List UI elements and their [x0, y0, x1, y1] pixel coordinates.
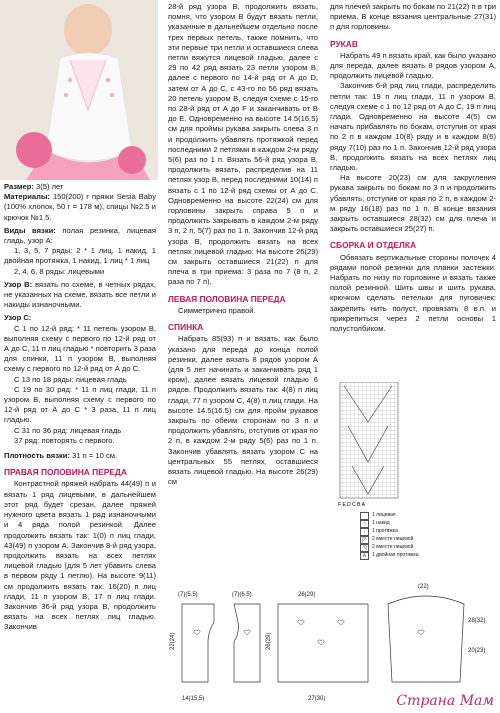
legend-sym [360, 512, 369, 520]
pattern-a-row1: 1, 3, 5, 7 ряды: 2 * 1 лиц, 1 накид, 1 двойная протяжка, 1 накид, 1 лиц * 1 лиц [4, 246, 156, 266]
column-1 [4, 182, 156, 633]
uzor-c-step3: С 19 по 30 ряд: * 11 п лиц глади, 11 п узором В, выполняя схему с первого по 12-й ряд от А до С * 3 раза, 11 п лиц гладью. [4, 384, 156, 425]
kinds-value: полая резинка, лицевая гладь, узор А: [4, 225, 156, 246]
uzor-c-label: Узор С: [4, 313, 32, 323]
uzor-b-label: Узор B: [4, 279, 33, 289]
legend-item [360, 520, 418, 528]
pattern-grid [338, 382, 408, 508]
uzor-c-step2: С 13 по 18 ряды: лицевая гладь [14, 374, 127, 384]
assembly-heading: СБОРКА И ОТДЕЛКА [330, 240, 417, 251]
back-bottom-dim: 27(30) [308, 696, 326, 702]
legend-text: 1 двойная протяжка [372, 552, 419, 559]
legend-text: 2 вместе лицевой [372, 544, 414, 551]
col2-continuation: 28-й ряд узора В, продолжить вязать, помня, что узором В будут вязать петли, указанные в дальнейшем отдельно после трех первых петель, также помнить, что эти первые три петли и оставшиеся слева петли вяжутся лицевой гладью, далее с 29 по 42 ряд вязать 23 петли узором В, далее с первого по 14-й ряд от А до D, затем от А до С, с 43-го по 56 ряд вязать 20 петель узором В, следуя схеме с 15-го по 28-й ряд от А до F и заканчивать от B до E. Одновременно на высоте 14.5(16.5) см для проймы рукава закрыть слева 3 п и продолжить убавлять протяжкой перед последними 2 петлями в каждом 2-м ряду 5(6) раз по 1 п. Вязать 56-й ряд узора В, продолжить вязать, распределив на 11 петлях узор В, перед последними 10(14) п вязать с 1 по 12-й ряд схемы от А до С. Одновременно на высоте 22(24) см для горловины закрыть справа 5 п и продолжить закрывать в каждом 2-м ряду 3 п, 2 п, 5(7) раз по 1 п. Закончив 12-й ряд узора В, продолжить вязать на всех петлях лицевой гладью. На высоте 26(29) см закрыть оставшиеся 21(22) п для плеча в три приема: 3 раза по 7 (8 п, 2 раза по 7 п). [168, 2, 318, 287]
back-height-dim: 26(29) [298, 592, 316, 598]
legend [360, 512, 418, 560]
materials-label: Материалы: [4, 192, 50, 202]
sleeve-text-1: Набрать 49 п вязать край, как было указано для переда, далее вязать 8 рядов узором А, продолжить лицевой гладью. [330, 50, 496, 81]
left-front-heading: ЛЕВАЯ ПОЛОВИНА ПЕРЕДА [168, 293, 286, 304]
legend-text: 1 накид [372, 520, 390, 527]
legend-item [360, 528, 418, 536]
legend-item [360, 544, 418, 552]
sleeve-piece-outline [388, 596, 464, 682]
front-height-dim: 26(29) [266, 632, 272, 650]
left-front-text: Симметрично правой. [178, 305, 256, 315]
legend-item [360, 536, 418, 544]
watermark: Страна Мам [396, 693, 494, 709]
uzor-c-step4: С 31 по 36 ряд: лицевая гладь [14, 425, 122, 435]
front-piece-outline [182, 604, 214, 682]
uzor-c-step5: 37 ряд: повторять с первого. [14, 435, 115, 445]
density-label: Плотность вязки: [4, 451, 70, 461]
right-front-text: Контрастной пряжей набрать 44(49) п и вязать 1 ряд лицевыми, в дальнейшем этот ряд будет срезан, далее пряжей нужного цвета вязать 1 ряд изнаночными и 4 ряда полой резинкой. Далее продолжить вязать так: 1(0) п лиц глади, 43(49) п узором А. Закончив 8-й ряд узора, продолжить вязать на всех петлях лицевой гладью (для 5 лет убавить слева в первом ряду 1 петлю). На высоте 9(11) см продолжить вязать так: 16(20) п лиц глади, 11 п узором В, 17 п лиц глади. Закончив 36-й ряд узора В, продолжить вязать на всех петлях лиц гладью. Закончив [4, 479, 156, 632]
legend-sym: ○ [360, 520, 369, 528]
col3-continuation: для плечей закрыть по бокам по 21(22) п в три приема. В конце вязания центральные 27(31) п для горловины. [330, 2, 496, 32]
back-top-dim: (7)(6.5) [232, 592, 252, 598]
front-bottom-dim: 14(15,5) [182, 696, 205, 702]
back-heading: СПИНКА [168, 322, 204, 333]
materials-value: 150(200) г пряжи Sesia Baby (100% хлопок, 50 г = 178 м), спицы №2.5 и крючок №1.5. [4, 192, 156, 222]
chart-col-marks: F E D C B A [338, 502, 365, 508]
column-3 [330, 2, 496, 334]
legend-text: 2 вместе лицевой [372, 536, 414, 543]
sleeve-text-3: На высоте 20(23) см для закругления рукава закрыть по бокам по 3 п и продолжить убавлять, отступив от края по 2 п, в каждом 2-м ряду 16(18) раз по 1 п. В конце вязания закрыть оставшиеся 28(32) см для плеча и закрыть оставшиеся 25(27) п. [330, 173, 496, 234]
assembly-text: Обвязать вертикальные стороны полочек 4 рядами полой резинки для планки застежки. Набрать по низу по горловине и вязать также полой резинкой. Шить швы и шить рукава, крючком сделать петельки для пуговичек: закрепить нить полуст, провязать 8 в.п. и прикрепиться через 2 петли основы 1 полустолбиком. [330, 252, 496, 334]
pattern-a-row2: 2, 4, 6, 8 ряды: лицевыми [14, 266, 105, 276]
legend-sym: ◹ [360, 544, 369, 552]
sleeve-text-2: Закончив 6-й ряд лиц глади, распределить петли так: 19 п лиц глади, 11 п узором В, следуя схеме с 1 по 12 ряд от А до С, 19 п лиц глади. Одновременно на высоте 4(5) см начать прибавлять по бокам, отступив от края по 2 п в каждом 10(8) ряду и в каждом 8(6) ряду 7(10) раз по 1 п. Закончив 12-й ряд узора В, продолжить вязать на всех петлях лиц гладью. [330, 81, 496, 173]
uzor-c-step1: С 1 по 12-й ряд: * 11 петель узором В, выполняя схему с первого по 12-й ряд от А до С, 11 п лиц гладью * повторить 3 раза для спинки, 11 п узором В, выполняя схему с первого по 12-й ряд от А до С. [4, 323, 156, 374]
legend-sym: ᐱ [360, 552, 369, 560]
garment-schema [168, 582, 498, 710]
back-text: Набрать 85(93) п и вязать, как было указано для переда до конца полой резинки, далее вязать 8 рядов узором А (для 5 лет начинать и заканчивать ряд 1 кром), далее вязать лицевой гладью 6 рядов. Продолжить вязать так: 4(8) п лиц глади, 77 п узором С, 4(8) п лиц глади. На высоте 14.5(16.5) см для пройм рукавов закрыть по обеим сторонам по 3 п и продолжить убавлять, отступив от края по 2 п, в каждом 2-м ряду 5(6) раз по 1 п. Закончив убавлять вязать узором С на центральных 55 петлях, оставшиеся вязать лицевой гладью. На высоте 26(29) см [168, 334, 318, 487]
density-value: 31 п = 10 см. [72, 451, 118, 461]
right-front-heading: ПРАВАЯ ПОЛОВИНА ПЕРЕДА [4, 467, 127, 478]
size-label: Размер: [4, 182, 34, 191]
legend-item [360, 512, 418, 520]
front-side-dim: 22(24) [170, 632, 176, 650]
legend-sym: ◸ [360, 536, 369, 544]
front-top-dim: (7)(5.5) [178, 592, 198, 598]
sleeve-top-dim: (22) [418, 584, 429, 590]
legend-sym: ↑ [360, 528, 369, 536]
legend-text: 1 лицевая [372, 512, 396, 519]
column-2 [168, 2, 318, 487]
legend-text: 1 протяжка [372, 528, 398, 535]
kinds-label: Виды вязки: [4, 225, 56, 235]
baby-photo [0, 0, 158, 180]
size-value: 3(5) лет [36, 182, 64, 191]
sleeve-dim-2: 20(23) [468, 648, 486, 654]
front2-piece-outline [234, 604, 260, 682]
uzor-b-text: вязать по схеме, в четных рядах, не указанных на схеме, вязать все петли и накиды изнаночными. [4, 279, 156, 310]
sleeve-dim-1: 28(32) [468, 618, 486, 624]
legend-item [360, 552, 418, 560]
sleeve-heading: РУКАВ [330, 38, 358, 49]
